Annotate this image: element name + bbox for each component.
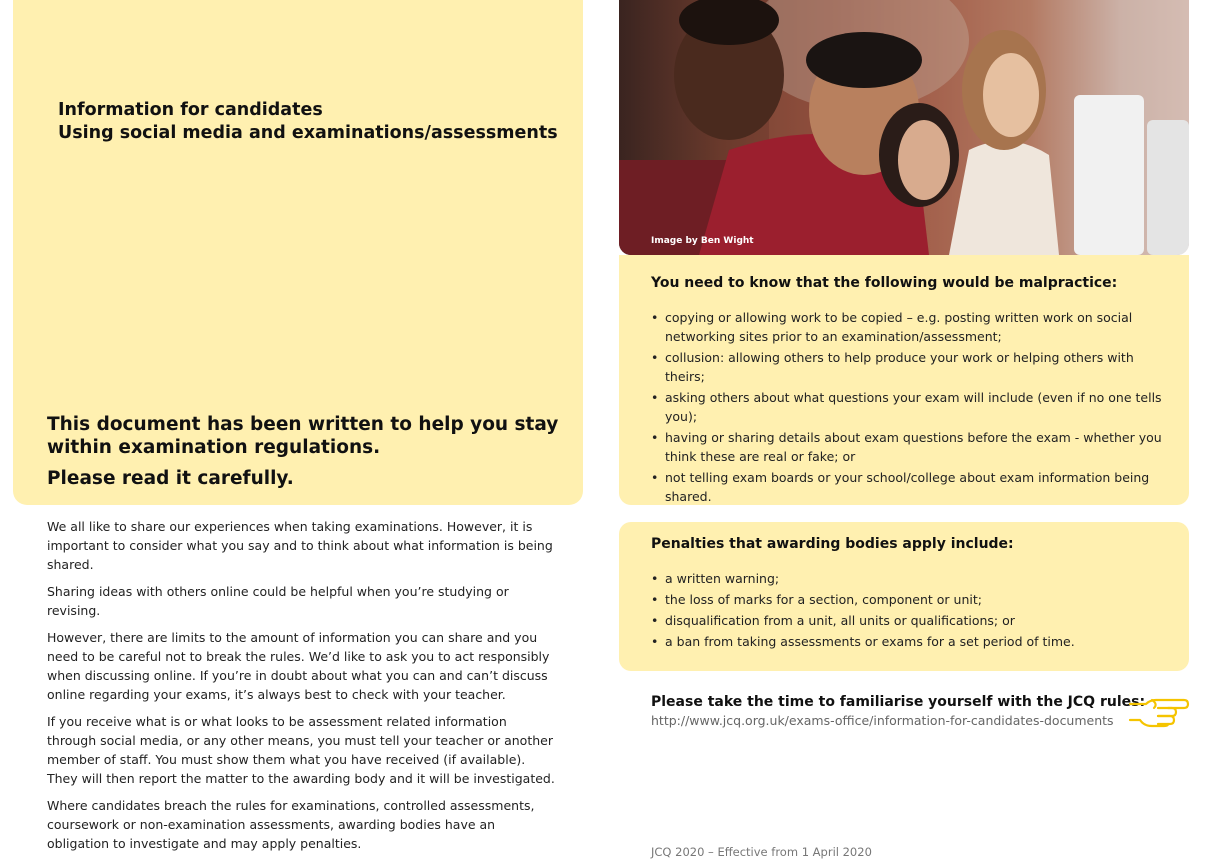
students-photo [619, 0, 1189, 255]
photo-illustration [619, 0, 1189, 255]
title-line-1: Information for candidates [58, 100, 323, 120]
body-paragraph: If you receive what is or what looks to be assessment related information through social media, or any other means, you must tell your teacher or another member of staff. You must show them what you have received (if available). They will then report the matter to the awarding body and it will be investigated. [47, 714, 555, 786]
list-item: • the loss of marks for a section, component or unit; [651, 590, 1171, 609]
penalties-panel [619, 522, 1189, 671]
body-paragraph: We all like to share our experiences when taking examinations. However, it is important to consider what you say and to think about what information is being shared. [47, 519, 553, 572]
list-item: • a ban from taking assessments or exams for a set period of time. [651, 632, 1171, 651]
list-item: • asking others about what questions your exam will include (even if no one tells you); [651, 388, 1171, 426]
body-paragraph: Sharing ideas with others online could be helpful when you’re studying or revising. [47, 584, 509, 618]
footer: JCQ 2020 – Effective from 1 April 2020 [651, 845, 872, 859]
list-item: • disqualification from a unit, all units or qualifications; or [651, 611, 1171, 630]
malpractice-panel [619, 255, 1189, 505]
list-item: • not telling exam boards or your school/college about exam information being shared. [651, 468, 1171, 506]
list-item: • copying or allowing work to be copied – e.g. posting written work on social networking sites prior to an examination/assessment; [651, 308, 1171, 346]
body-text [47, 517, 559, 861]
pointing-hand-icon [1128, 695, 1190, 729]
list-item: • having or sharing details about exam questions before the exam - whether you think these are real or fake; or [651, 428, 1171, 466]
list-item: • a written warning; [651, 569, 1171, 588]
body-paragraph: However, there are limits to the amount of information you can share and you need to be careful not to break the rules. We’d like to ask you to act responsibly when discussing online. If you’re in doubt about what you can and can’t discuss online regarding your exams, it’s always best to check with your teacher. [47, 630, 550, 702]
penalties-heading: Penalties that awarding bodies apply include: [651, 536, 1014, 552]
malpractice-heading: You need to know that the following would be malpractice: [651, 275, 1118, 291]
help-line-1: This document has been written to help you stay [47, 414, 559, 435]
malpractice-list [651, 308, 1171, 508]
list-item: • collusion: allowing others to help produce your work or helping others with theirs; [651, 348, 1171, 386]
help-line-3: Please read it carefully. [47, 468, 294, 489]
photo-credit: Image by Ben Wight [651, 236, 754, 246]
body-paragraph: Where candidates breach the rules for examinations, controlled assessments, coursework or non-examination assessments, awarding bodies have an obligation to investigate and may apply penalties. [47, 798, 535, 851]
jcq-link[interactable]: http://www.jcq.org.uk/exams-office/information-for-candidates-documents [651, 713, 1114, 728]
penalties-list [651, 569, 1171, 653]
jcq-note: Please take the time to familiarise yourself with the JCQ rules: [651, 694, 1146, 710]
title-line-2: Using social media and examinations/assessments [58, 123, 558, 143]
help-line-2: within examination regulations. [47, 437, 381, 458]
